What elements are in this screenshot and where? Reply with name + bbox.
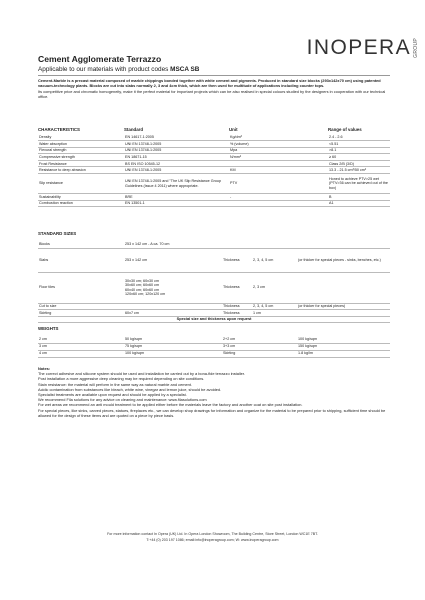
cell: 2+2 cm — [222, 336, 297, 343]
cell — [297, 272, 390, 303]
cell: Skirting — [38, 310, 124, 317]
cell: 3 cm — [38, 343, 124, 350]
logo-wordmark: INOPERA — [306, 36, 411, 59]
range-header: Range of values — [328, 127, 362, 132]
cell: 150 kg/sqm — [297, 343, 390, 350]
note-line: For wet areas we recommend an anti mould treatment to be applied either before the materials leave the factory and another coat on site post installation. — [38, 402, 303, 408]
cell: Honed to achieve PTV>25 wet (PTV>36 can be achieved out of the box) — [328, 174, 390, 194]
cell: Compressive strength — [38, 154, 124, 161]
table-row — [38, 241, 390, 248]
cell: >8.1 — [328, 147, 390, 154]
table-row — [38, 343, 390, 350]
table-row — [38, 160, 390, 167]
table-row — [38, 200, 390, 207]
cell: UNI EN 13748-1:2005 — [124, 147, 229, 154]
cell: Floor tiles — [38, 272, 124, 303]
table-row — [38, 336, 390, 343]
page-subtitle — [38, 66, 199, 73]
note-line: The correct adhesive and silicone system should be used and installation be carried out by a bona-fide terrazzo installer. — [38, 371, 245, 377]
note-line: Specialist treatments are available upon request and should be applied by a specialist. — [38, 392, 187, 398]
table-row — [38, 147, 390, 154]
cell: 75 kg/sqm — [124, 343, 222, 350]
characteristics-header: CHARACTERISTICS — [38, 127, 80, 132]
footer — [0, 531, 425, 543]
table-row — [38, 154, 390, 161]
note-line: Acidic contamination from substances like bleach, white wine, vinegar and lemon juice, should be avoided. — [38, 386, 222, 392]
intro-paragraph-2: Its competitive price and chromatic homogeneity, make it the perfect material for important projects which can be also realised in special colours studied by the designers in cooperation with our technical office. — [38, 88, 386, 99]
cell — [222, 241, 252, 248]
cell: 30x30 cm; 60x30 cm 30x60 cm; 60x60 cm 60x40 cm; 60x60 cm 120x60 cm; 120x120 cm — [124, 272, 222, 303]
cell: KM — [229, 167, 328, 174]
cell: Frost Resistance — [38, 160, 124, 167]
cell: Water absorption — [38, 141, 124, 148]
cell: Thickness — [222, 272, 252, 303]
cell: EN 14617-1:2005 — [124, 134, 229, 141]
product-code: MSCA SB — [170, 66, 200, 73]
cell: Blocks — [38, 241, 124, 248]
cell: % (volume) — [229, 141, 328, 148]
weights-table — [38, 336, 390, 358]
note-line: Post installation a more aggressive deep cleaning may be required depending on site conditions. — [38, 376, 205, 382]
cell: 100 kg/sqm — [124, 350, 222, 357]
cell: 3+3 cm — [222, 343, 297, 350]
weights-title: WEIGHTS — [38, 326, 59, 331]
table-row — [38, 316, 390, 323]
cell: Class 2/B (3/D) — [328, 160, 390, 167]
cell: 2, 3 cm — [252, 272, 297, 303]
sizes-footnote: Special size and thickness upon request — [38, 316, 390, 323]
table-row — [38, 303, 390, 310]
cell: Kg/dm³ — [229, 134, 328, 141]
note-line: For special pieces, like sinks, carved pieces, statues, fireplaces etc., we can develop shop drawings for information and organize for the material to be prepared prior to shipping, sufficient time should be allowed for the design of these items and are quoted on a piece by piece basis. — [38, 407, 386, 418]
cell: PTV — [229, 174, 328, 194]
cell: 253 x 142 cm - A ca. 70 cm — [124, 241, 222, 248]
cell: Cut to size — [38, 303, 124, 310]
intro-text — [38, 78, 390, 99]
cell — [229, 200, 328, 207]
table-row — [38, 194, 390, 201]
cell: 50 kg/sqm — [124, 336, 222, 343]
subtitle-prefix: Applicable to our materials with product codes — [38, 66, 171, 73]
footer-address: For more information contact In Opera (UK) Ltd. In Opera London Showroom, The Building Centre, Store Street, London WC1E 7BT. — [107, 532, 318, 536]
table-row — [38, 167, 390, 174]
standard-sizes-table — [38, 241, 390, 323]
cell: Flexural strength — [38, 147, 124, 154]
cell: UNI EN 13748-1:2005 — [124, 167, 229, 174]
cell: EN 18671-15 — [124, 154, 229, 161]
cell: Skirting — [222, 350, 297, 357]
cell: 2.4 - 2.6 — [328, 134, 390, 141]
cell: 253 x 142 cm — [124, 248, 222, 272]
cell: UNI EN 13748-1:2005 — [124, 141, 229, 148]
intro-paragraph-1: Cement-Marble is a precast material composed of marble chippings bonded together with white cement and pigments. Produced in standard size blocks (293x142x70 cm) using patented vacuum-technology plants. Blocks are cut into slabs normally 2, 3 and 4cm thick, which are then used for multitude of applications including counter tops. — [38, 78, 381, 89]
cell: BRE — [124, 194, 229, 201]
cell: Combustion reaction — [38, 200, 124, 207]
logo-group-label: GROUP — [413, 38, 419, 58]
cell: EN 13501-1 — [124, 200, 229, 207]
table-row — [38, 174, 390, 194]
cell: Thickness — [222, 310, 252, 317]
table-row — [38, 350, 390, 357]
inopera-logo — [306, 36, 419, 60]
notes-section — [38, 366, 390, 418]
cell — [124, 303, 222, 310]
standard-header: Standard — [124, 127, 144, 132]
cell: Density — [38, 134, 124, 141]
cell — [229, 160, 328, 167]
cell: 2, 3, 4, 5 cm — [252, 248, 297, 272]
table-row — [38, 310, 390, 317]
cell: 1 cm — [252, 310, 297, 317]
cell: Slip resistance — [38, 174, 124, 194]
cell: 13.3 - 21.5 cm³/50 cm² — [328, 167, 390, 174]
footer-contact: T:+44 (0) 203 197 1086; email:info@inoperagroup.com; W: www.inoperagroup.com — [146, 538, 279, 542]
divider — [38, 75, 390, 76]
cell: (or thicker for special pieces) — [297, 303, 390, 310]
cell — [297, 310, 390, 317]
cell: UNI EN 13748-1:2005 and "The UK Slip Resistance Group Guidelines (Issue 4 2011) where appropriate. — [124, 174, 229, 194]
table-row — [38, 134, 390, 141]
cell: B — [328, 194, 390, 201]
cell: 100 kg/sqm — [297, 336, 390, 343]
table-row — [38, 272, 390, 303]
cell: Resistance to deep abrasion — [38, 167, 124, 174]
standard-sizes-title: STANDARD SIZES — [38, 231, 77, 236]
cell: 60x7 cm — [124, 310, 222, 317]
characteristics-table — [38, 134, 390, 207]
cell: A1 — [328, 200, 390, 207]
table-row — [38, 248, 390, 272]
cell — [252, 241, 297, 248]
cell: 2 cm — [38, 336, 124, 343]
note-line: Stain resistance: the material will perform in the same way as natural marble and cement. — [38, 381, 192, 387]
cell: Sustainability — [38, 194, 124, 201]
cell: ≥ 60 — [328, 154, 390, 161]
cell: 1.8 kg/lm — [297, 350, 390, 357]
cell: N/mm² — [229, 154, 328, 161]
cell: (or thicker for special pieces - sinks, benches, etc.) — [297, 248, 390, 272]
cell: Mpa — [229, 147, 328, 154]
notes-label: Notes: — [38, 366, 51, 371]
cell: Slabs — [38, 248, 124, 272]
cell: BS EN ISO 10545-12 — [124, 160, 229, 167]
unit-header: Unit — [229, 127, 238, 132]
cell: Thickness — [222, 248, 252, 272]
cell — [297, 241, 390, 248]
page-title: Cement Agglomerate Terrazzo — [38, 54, 162, 64]
cell: Thickness — [222, 303, 252, 310]
cell: 4 cm — [38, 350, 124, 357]
note-line: We recommend Fila solutions for any advice on cleaning and maintenance: www.filasolutions.com — [38, 397, 207, 403]
cell: 2, 3, 4, 5 cm — [252, 303, 297, 310]
cell: <5.51 — [328, 141, 390, 148]
table-row — [38, 141, 390, 148]
cell: - — [229, 194, 328, 201]
